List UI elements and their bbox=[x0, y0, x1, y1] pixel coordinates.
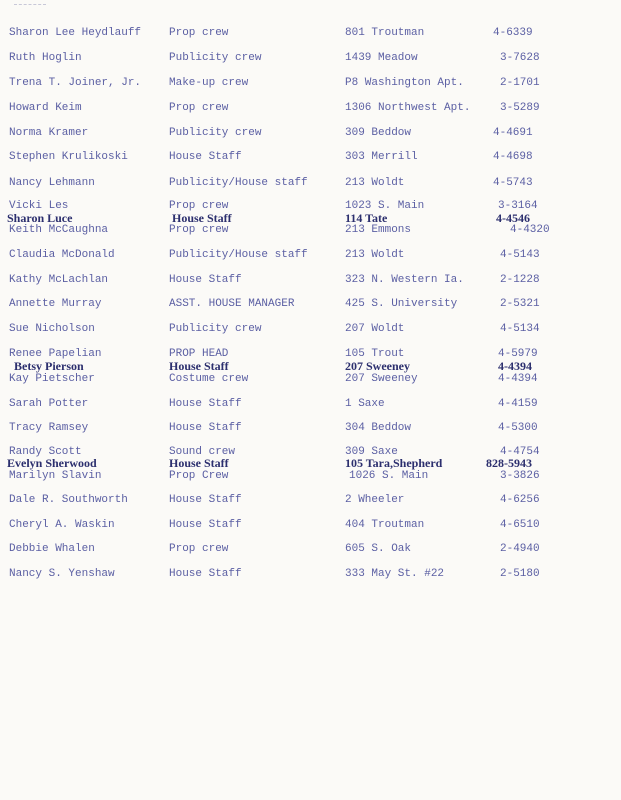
crew-role: Prop Crew bbox=[169, 470, 229, 482]
crew-address: 207 Sweeney bbox=[345, 373, 418, 385]
roster-row bbox=[0, 77, 621, 91]
crew-address: 1439 Meadow bbox=[345, 52, 418, 64]
crew-role: ASST. HOUSE MANAGER bbox=[169, 298, 295, 310]
roster-row bbox=[0, 360, 621, 374]
crew-address: 114 Tate bbox=[345, 211, 388, 225]
crew-address: 105 Tara,Shepherd bbox=[345, 456, 443, 470]
crew-name: Renee Papelian bbox=[9, 348, 102, 360]
crew-phone: 4-4546 bbox=[496, 211, 530, 225]
roster-row bbox=[0, 102, 621, 116]
crew-phone: 3-3164 bbox=[498, 200, 538, 212]
page-mark bbox=[14, 4, 46, 6]
roster-row bbox=[0, 151, 621, 165]
crew-phone: 3-5289 bbox=[500, 102, 540, 114]
crew-role: House Staff bbox=[169, 398, 242, 410]
crew-name: Claudia McDonald bbox=[9, 249, 115, 261]
crew-phone: 4-4394 bbox=[498, 373, 538, 385]
crew-address: 425 S. University bbox=[345, 298, 458, 310]
roster-row bbox=[0, 457, 621, 471]
crew-address: 309 Saxe bbox=[345, 446, 398, 458]
crew-phone: 4-5134 bbox=[500, 323, 540, 335]
crew-address: P8 Washington Apt. bbox=[345, 77, 464, 89]
crew-role: Publicity/House staff bbox=[169, 249, 308, 261]
crew-phone: 3-7628 bbox=[500, 52, 540, 64]
crew-address: 213 Woldt bbox=[345, 177, 405, 189]
crew-address: 801 Troutman bbox=[345, 27, 425, 39]
roster-row bbox=[0, 274, 621, 288]
crew-address: 333 May St. #22 bbox=[345, 568, 445, 580]
crew-address: 309 Beddow bbox=[345, 127, 412, 139]
crew-phone: 4-5300 bbox=[498, 422, 538, 434]
roster-row bbox=[0, 422, 621, 436]
crew-role: Sound crew bbox=[169, 446, 236, 458]
crew-address: 105 Trout bbox=[345, 348, 405, 360]
crew-name: Kathy McLachlan bbox=[9, 274, 109, 286]
crew-phone: 4-5143 bbox=[500, 249, 540, 261]
crew-name: Kay Pietscher bbox=[9, 373, 95, 385]
crew-address: 207 Sweeney bbox=[345, 359, 410, 373]
crew-address: 1023 S. Main bbox=[345, 200, 425, 212]
crew-role: House Staff bbox=[169, 519, 242, 531]
roster-row bbox=[0, 323, 621, 337]
crew-phone: 3-3826 bbox=[500, 470, 540, 482]
crew-role: House Staff bbox=[172, 211, 232, 225]
crew-phone: 4-4320 bbox=[510, 224, 550, 236]
crew-phone: 4-4691 bbox=[493, 127, 533, 139]
roster-row bbox=[0, 494, 621, 508]
crew-name: Norma Kramer bbox=[9, 127, 89, 139]
crew-role: PROP HEAD bbox=[169, 348, 229, 360]
crew-name: Sue Nicholson bbox=[9, 323, 95, 335]
roster-row bbox=[0, 27, 621, 41]
crew-phone: 4-6339 bbox=[493, 27, 533, 39]
crew-role: House Staff bbox=[169, 422, 242, 434]
crew-name: Betsy Pierson bbox=[14, 359, 84, 373]
crew-phone: 4-4394 bbox=[498, 359, 532, 373]
crew-phone: 4-5743 bbox=[493, 177, 533, 189]
crew-role: Prop crew bbox=[169, 200, 229, 212]
crew-address: 605 S. Oak bbox=[345, 543, 412, 555]
crew-role: House Staff bbox=[169, 456, 229, 470]
crew-role: Publicity/House staff bbox=[169, 177, 308, 189]
crew-name: Keith McCaughna bbox=[9, 224, 109, 236]
crew-phone: 828-5943 bbox=[486, 456, 532, 470]
crew-phone: 2-5180 bbox=[500, 568, 540, 580]
crew-name: Randy Scott bbox=[9, 446, 82, 458]
crew-name: Sarah Potter bbox=[9, 398, 89, 410]
crew-name: Cheryl A. Waskin bbox=[9, 519, 115, 531]
roster-row bbox=[0, 298, 621, 312]
crew-phone: 4-4159 bbox=[498, 398, 538, 410]
crew-address: 213 Woldt bbox=[345, 249, 405, 261]
crew-role: Publicity crew bbox=[169, 323, 262, 335]
roster-row bbox=[0, 373, 621, 387]
crew-role: Publicity crew bbox=[169, 52, 262, 64]
crew-phone: 2-1701 bbox=[500, 77, 540, 89]
crew-name: Nancy Lehmann bbox=[9, 177, 95, 189]
roster-row bbox=[0, 177, 621, 191]
crew-phone: 2-4940 bbox=[500, 543, 540, 555]
crew-role: House Staff bbox=[169, 274, 242, 286]
crew-name: Sharon Lee Heydlauff bbox=[9, 27, 142, 39]
crew-phone: 4-6510 bbox=[500, 519, 540, 531]
crew-name: Annette Murray bbox=[9, 298, 102, 310]
crew-role: House Staff bbox=[169, 151, 242, 163]
crew-name: Tracy Ramsey bbox=[9, 422, 89, 434]
crew-name: Nancy S. Yenshaw bbox=[9, 568, 115, 580]
crew-address: 404 Troutman bbox=[345, 519, 425, 531]
crew-address: 1306 Northwest Apt. bbox=[345, 102, 471, 114]
crew-name: Sharon Luce bbox=[7, 211, 73, 225]
roster-row bbox=[0, 568, 621, 582]
crew-role: Prop crew bbox=[169, 224, 229, 236]
crew-name: Marilyn Slavin bbox=[9, 470, 102, 482]
crew-name: Trena T. Joiner, Jr. bbox=[9, 77, 142, 89]
crew-role: Make-up crew bbox=[169, 77, 249, 89]
roster-row bbox=[0, 127, 621, 141]
crew-phone: 2-1228 bbox=[500, 274, 540, 286]
crew-address: 323 N. Western Ia. bbox=[345, 274, 464, 286]
crew-address: 1026 S. Main bbox=[349, 470, 429, 482]
crew-address: 303 Merrill bbox=[345, 151, 418, 163]
crew-name: Debbie Whalen bbox=[9, 543, 95, 555]
crew-phone: 4-5979 bbox=[498, 348, 538, 360]
crew-address: 213 Emmons bbox=[345, 224, 412, 236]
roster-row bbox=[0, 224, 621, 238]
crew-role: House Staff bbox=[169, 568, 242, 580]
crew-address: 2 Wheeler bbox=[345, 494, 405, 506]
crew-phone: 4-4698 bbox=[493, 151, 533, 163]
crew-role: Prop crew bbox=[169, 543, 229, 555]
crew-role: Prop crew bbox=[169, 102, 229, 114]
crew-name: Evelyn Sherwood bbox=[7, 456, 97, 470]
crew-role: Publicity crew bbox=[169, 127, 262, 139]
crew-phone: 4-4754 bbox=[500, 446, 540, 458]
crew-role: House Staff bbox=[169, 359, 229, 373]
roster-row bbox=[0, 52, 621, 66]
roster-row bbox=[0, 470, 621, 484]
crew-phone: 2-5321 bbox=[500, 298, 540, 310]
roster-row bbox=[0, 543, 621, 557]
crew-role: House Staff bbox=[169, 494, 242, 506]
crew-phone: 4-6256 bbox=[500, 494, 540, 506]
roster-row bbox=[0, 519, 621, 533]
crew-name: Vicki Les bbox=[9, 200, 69, 212]
crew-address: 1 Saxe bbox=[345, 398, 385, 410]
crew-name: Ruth Hoglin bbox=[9, 52, 82, 64]
crew-role: Prop crew bbox=[169, 27, 229, 39]
crew-address: 207 Woldt bbox=[345, 323, 405, 335]
crew-address: 304 Beddow bbox=[345, 422, 412, 434]
crew-name: Stephen Krulikoski bbox=[9, 151, 128, 163]
crew-name: Howard Keim bbox=[9, 102, 82, 114]
crew-role: Costume crew bbox=[169, 373, 249, 385]
roster-row bbox=[0, 398, 621, 412]
crew-name: Dale R. Southworth bbox=[9, 494, 128, 506]
roster-row bbox=[0, 249, 621, 263]
